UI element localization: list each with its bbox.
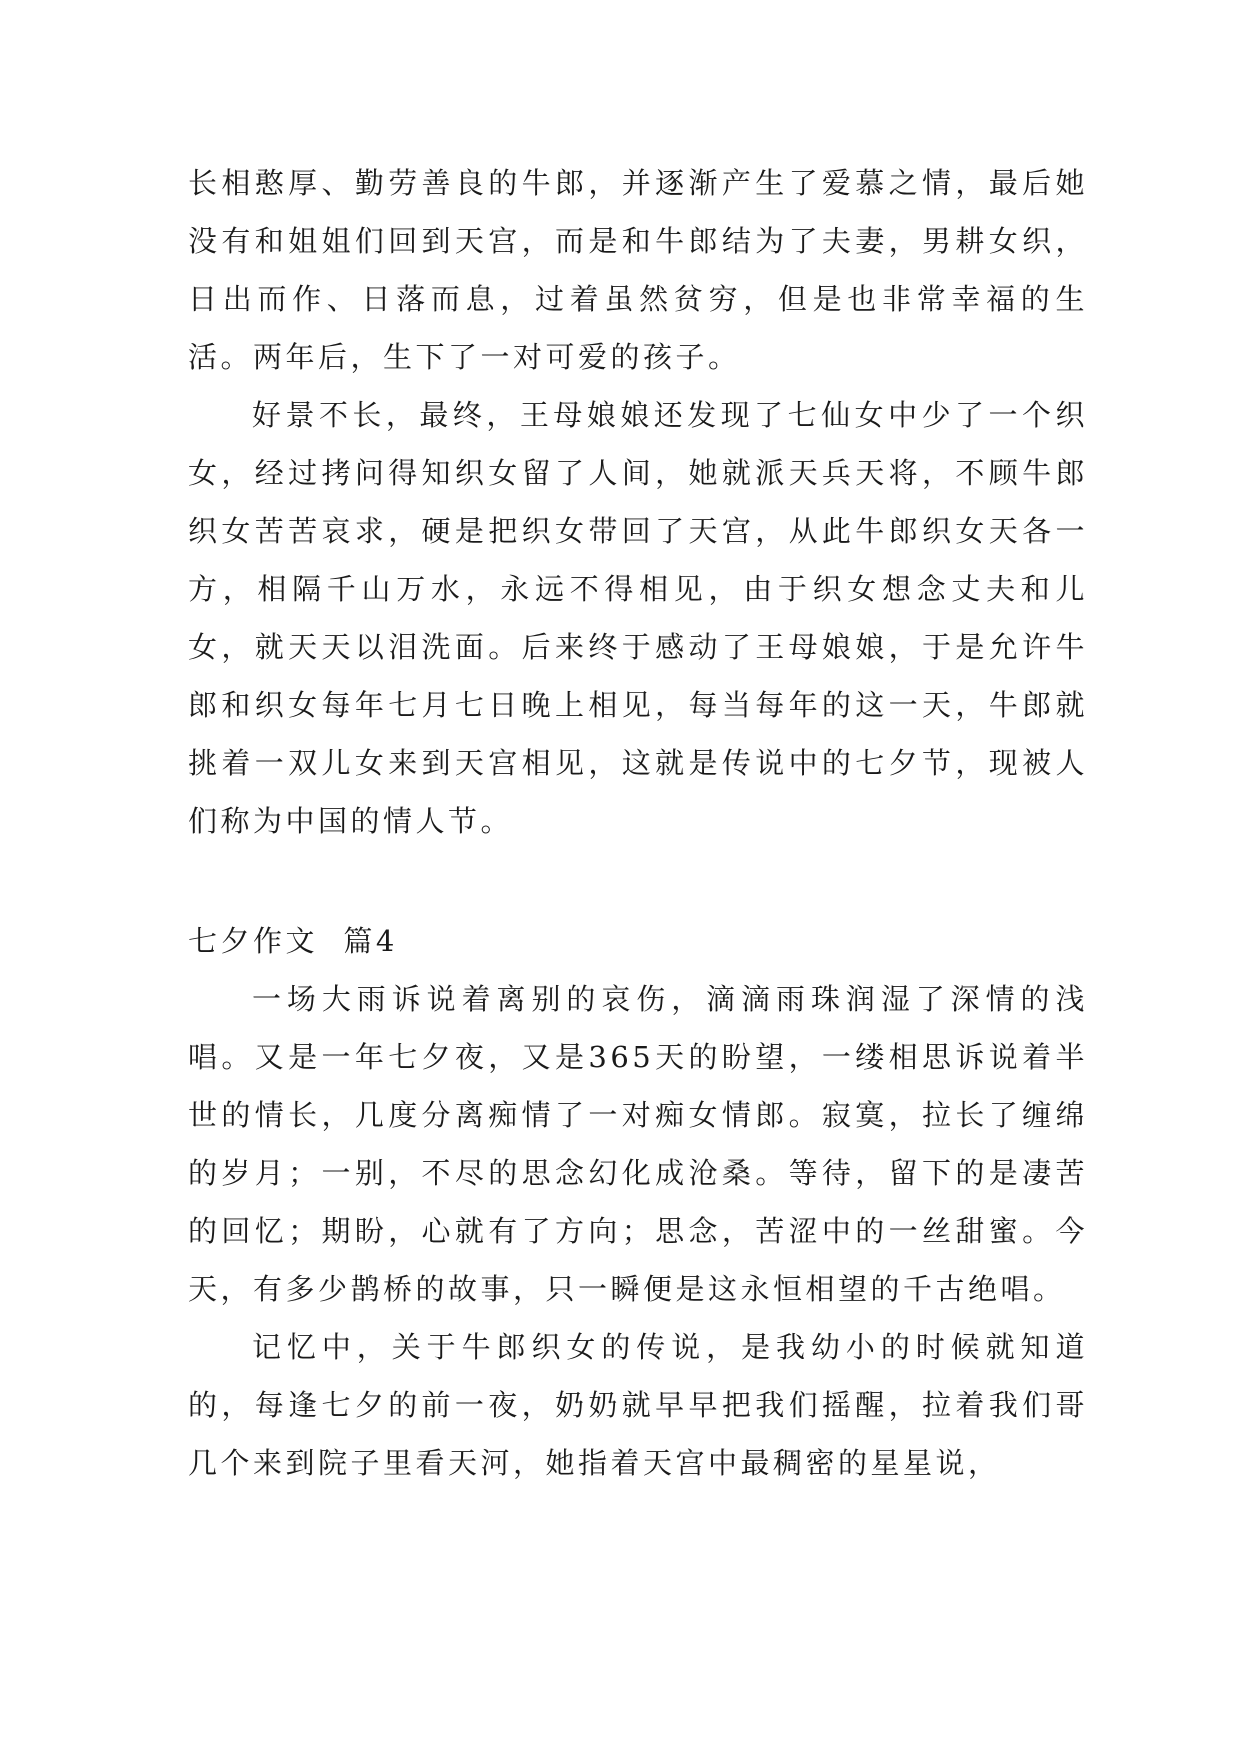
paragraph-legend-ending: 好景不长，最终，王母娘娘还发现了七仙女中少了一个织女，经过拷问得知织女留了人间，她就派天兵天将，不顾牛郎织女苦苦哀求，硬是把织女带回了天宫，从此牛郎织女天各一方，相隔千山万水，永远不得相见，由于织女想念丈夫和儿女，就天天以泪洗面。后来终于感动了王母娘娘，于是允许牛郎和织女每年七月七日晚上相见，每当每年的这一天，牛郎就挑着一双儿女来到天宫相见，这就是传说中的七夕节，现被人们称为中国的情人节。 [188, 398, 1088, 838]
paragraph-rain: 一场大雨诉说着离别的哀伤，滴滴雨珠润湿了深情的浅唱。又是一年七夕夜，又是365天的盼望，一缕相思诉说着半世的情长，几度分离痴情了一对痴女情郎。寂寞，拉长了缠绵的岁月；一别，不尽的思念幻化成沧桑。等待，留下的是凄苦的回忆；期盼，心就有了方向；思念，苦涩中的一丝甜蜜。今天，有多少鹊桥的故事，只一瞬便是这永恒相望的千古绝唱。 [188, 982, 1088, 1306]
paragraph-memory: 记忆中，关于牛郎织女的传说，是我幼小的时候就知道的，每逢七夕的前一夜，奶奶就早早把我们摇醒，拉着我们哥几个来到院子里看天河，她指着天宫中最稠密的星星说， [188, 1330, 1088, 1480]
document-body [188, 154, 1088, 1492]
section-heading: 七夕作文 篇4 [188, 924, 398, 958]
paragraph-continued: 长相憨厚、勤劳善良的牛郎，并逐渐产生了爱慕之情，最后她没有和姐姐们回到天宫，而是和牛郎结为了夫妻，男耕女织，日出而作、日落而息，过着虽然贫穷，但是也非常幸福的生活。两年后，生下了一对可爱的孩子。 [188, 166, 1088, 374]
